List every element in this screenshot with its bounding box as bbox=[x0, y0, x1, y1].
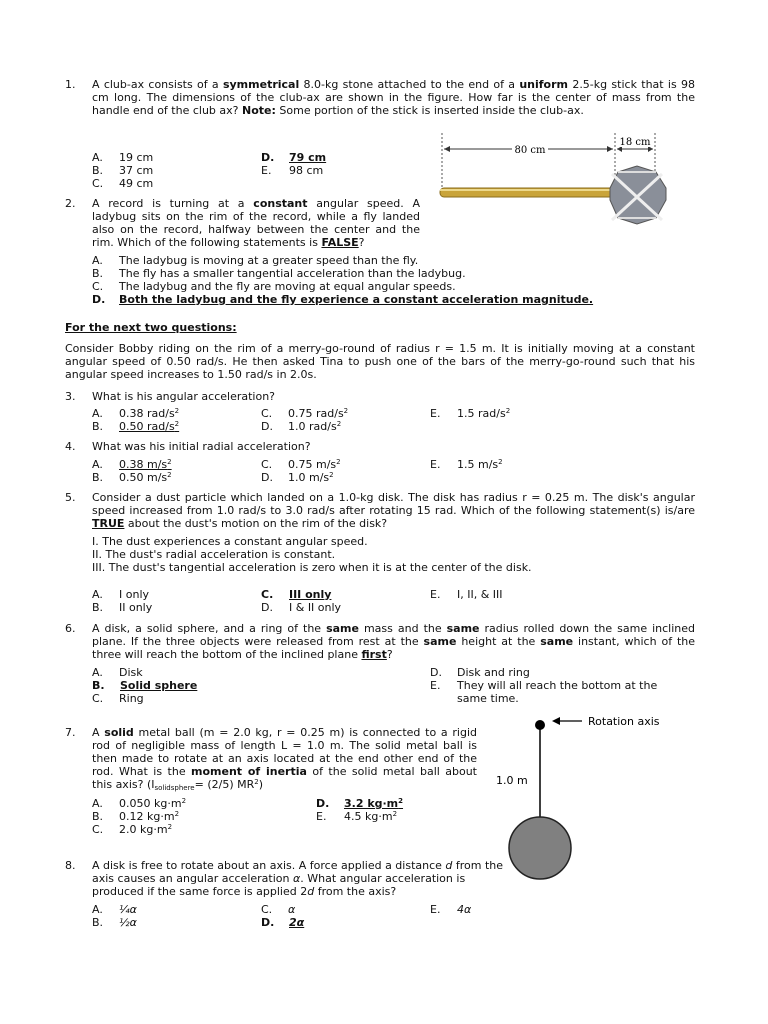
q8-number: 8. bbox=[65, 859, 76, 872]
q3-option-b[interactable]: B. 0.50 rad/$s^2$ bbox=[92, 420, 180, 433]
q3-option-e[interactable]: E. 1.5 rad/$s^2$ bbox=[430, 407, 511, 420]
q1-text: A club-ax consists of a symmetrical 8.0-kg stone attached to the end of a uniform 2.5-kg stick that is 98 cm long. The dimensions of the club-ax are shown in the figure. How far is the center of mass from the handle end of the club ax? Note: Some portion of the stick is inserted inside the club-ax. bbox=[92, 78, 695, 117]
rotation-axis-label: Rotation axis bbox=[588, 715, 660, 728]
q3-option-d[interactable]: D. 1.0 rad/$s^2$ bbox=[261, 420, 342, 433]
q2-option-d[interactable]: D. Both the ladybug and the fly experience a constant acceleration magnitude. bbox=[92, 293, 594, 306]
q7-number: 7. bbox=[65, 726, 76, 739]
q4-option-c[interactable]: C. 0.75 $m/s^2$ bbox=[261, 458, 341, 471]
q6-text: A disk, a solid sphere, and a ring of the same mass and the same radius rolled down the same inclined plane. If the three objects were released from rest at the same height at the same instant, which of the three will reach the bottom of the inclined plane first? bbox=[92, 622, 696, 661]
q8-option-c[interactable]: C. α bbox=[261, 903, 296, 916]
q5-option-c[interactable]: C. III only bbox=[261, 588, 332, 601]
q6-option-e-cont: same time. bbox=[457, 692, 519, 705]
q2-option-a[interactable]: A. The ladybug is moving at a greater speed than the fly. bbox=[92, 254, 419, 267]
q5-statement-2: II. The dust's radial acceleration is constant. bbox=[92, 548, 336, 561]
q7-option-d[interactable]: D. 3.2 $kg\cdot m^2$ bbox=[316, 797, 404, 810]
q1-option-d[interactable]: D. 79 cm bbox=[261, 151, 327, 164]
q1-option-c[interactable]: C. 49 cm bbox=[92, 177, 154, 190]
q1-option-e[interactable]: E. 98 cm bbox=[261, 164, 324, 177]
rod-length-label: 1.0 m bbox=[496, 774, 528, 787]
q1-option-b[interactable]: B. 37 cm bbox=[92, 164, 154, 177]
q1-option-a[interactable]: A. 19 cm bbox=[92, 151, 154, 164]
q3-number: 3. bbox=[65, 390, 76, 403]
q8-option-e[interactable]: E. 4α bbox=[430, 903, 472, 916]
q2-number: 2. bbox=[65, 197, 76, 210]
next-two-heading: For the next two questions: bbox=[65, 321, 237, 334]
q5-option-a[interactable]: A. I only bbox=[92, 588, 150, 601]
bobby-paragraph: Consider Bobby riding on the rim of a merry-go-round of radius r = 1.5 m. It is initially moving at a constant angular speed of 0.50 rad/s. He then asked Tina to push one of the bars of the merry-go-round such that his angular speed increases to 1.50 rad/s in 2.0s. bbox=[65, 342, 695, 381]
q8-option-a[interactable]: A. ¼α bbox=[92, 903, 137, 916]
q4-option-a[interactable]: A. 0.38 $m/s^2$ bbox=[92, 458, 172, 471]
metal-ball bbox=[509, 817, 571, 879]
q4-option-e[interactable]: E. 1.5 $m/s^2$ bbox=[430, 458, 503, 471]
q4-number: 4. bbox=[65, 440, 76, 453]
q7-option-c[interactable]: C. 2.0 $kg\cdot m^2$ bbox=[92, 823, 173, 836]
q8-option-d[interactable]: D. 2α bbox=[261, 916, 305, 929]
q3-option-c[interactable]: C. 0.75 rad/$s^2$ bbox=[261, 407, 349, 420]
q5-statement-3: III. The dust's tangential acceleration is zero when it is at the center of the disk. bbox=[92, 561, 532, 574]
q6-option-c[interactable]: C. Ring bbox=[92, 692, 144, 705]
q3-text: What is his angular acceleration? bbox=[92, 390, 276, 403]
q5-number: 5. bbox=[65, 491, 76, 504]
q7-option-e[interactable]: E. 4.5 $kg\cdot m^2$ bbox=[316, 810, 398, 823]
q7-option-b[interactable]: B. 0.12 $kg\cdot m^2$ bbox=[92, 810, 180, 823]
q6-option-d[interactable]: D. Disk and ring bbox=[430, 666, 530, 679]
q7-option-a[interactable]: A. 0.050 $kg\cdot m^2$ bbox=[92, 797, 187, 810]
dim-18cm-label: 18 cm bbox=[619, 137, 651, 148]
q7-text: A solid metal ball (m = 2.0 kg, r = 0.25 m) is connected to a rigid rod of negligible mass of length L = 1.0 m. The solid metal ball is then made to rotate at an axis located at the end other end of the rod. What is the moment of inertia of the solid metal ball about this axis? ($I_{solidsphere}= (2/5)$ $MR^2$) bbox=[92, 726, 477, 792]
q2-option-c[interactable]: C. The ladybug and the fly are moving at equal angular speeds. bbox=[92, 280, 456, 293]
q5-text: Consider a dust particle which landed on a 1.0-kg disk. The disk has radius r = 0.25 m. The disk's angular speed increased from 1.0 rad/s to 3.0 rad/s after rotating 15 rad. Which of the following statement(s) is/are TRUE about the dust's motion on the rim of the disk? bbox=[92, 491, 695, 530]
q5-option-b[interactable]: B. II only bbox=[92, 601, 153, 614]
dim-80cm-label: 80 cm bbox=[514, 145, 546, 156]
q4-option-d[interactable]: D. 1.0 $m/s^2$ bbox=[261, 471, 334, 484]
q5-statement-1: I. The dust experiences a constant angular speed. bbox=[92, 535, 368, 548]
q6-option-e[interactable]: E. They will all reach the bottom at the bbox=[430, 679, 658, 692]
q8-option-b[interactable]: B. ½α bbox=[92, 916, 137, 929]
q8-text: A disk is free to rotate about an axis. A force applied a distance d from the axis causes an angular acceleration α. What angular acceleration is produced if the same force is applied 2d from the axis? bbox=[92, 859, 504, 898]
q6-option-a[interactable]: A. Disk bbox=[92, 666, 143, 679]
q4-text: What was his initial radial acceleration? bbox=[92, 440, 311, 453]
q5-option-d[interactable]: D. I & II only bbox=[261, 601, 342, 614]
rotation-axis-figure bbox=[490, 710, 690, 882]
club-ax-figure bbox=[432, 128, 682, 240]
q5-option-e[interactable]: E. I, II, & III bbox=[430, 588, 503, 601]
q2-option-b[interactable]: B. The fly has a smaller tangential acceleration than the ladybug. bbox=[92, 267, 466, 280]
q1-number: 1. bbox=[65, 78, 76, 91]
q2-text: A record is turning at a constant angular speed. A ladybug sits on the rim of the record, while a fly landed also on the record, halfway between the center and the rim. Which of the following statements is FALSE? bbox=[92, 197, 420, 249]
q6-option-b[interactable]: B. Solid sphere bbox=[92, 679, 198, 692]
q4-option-b[interactable]: B. 0.50 $m/s^2$ bbox=[92, 471, 172, 484]
q3-option-a[interactable]: A. 0.38 rad/$s^2$ bbox=[92, 407, 180, 420]
q6-number: 6. bbox=[65, 622, 76, 635]
